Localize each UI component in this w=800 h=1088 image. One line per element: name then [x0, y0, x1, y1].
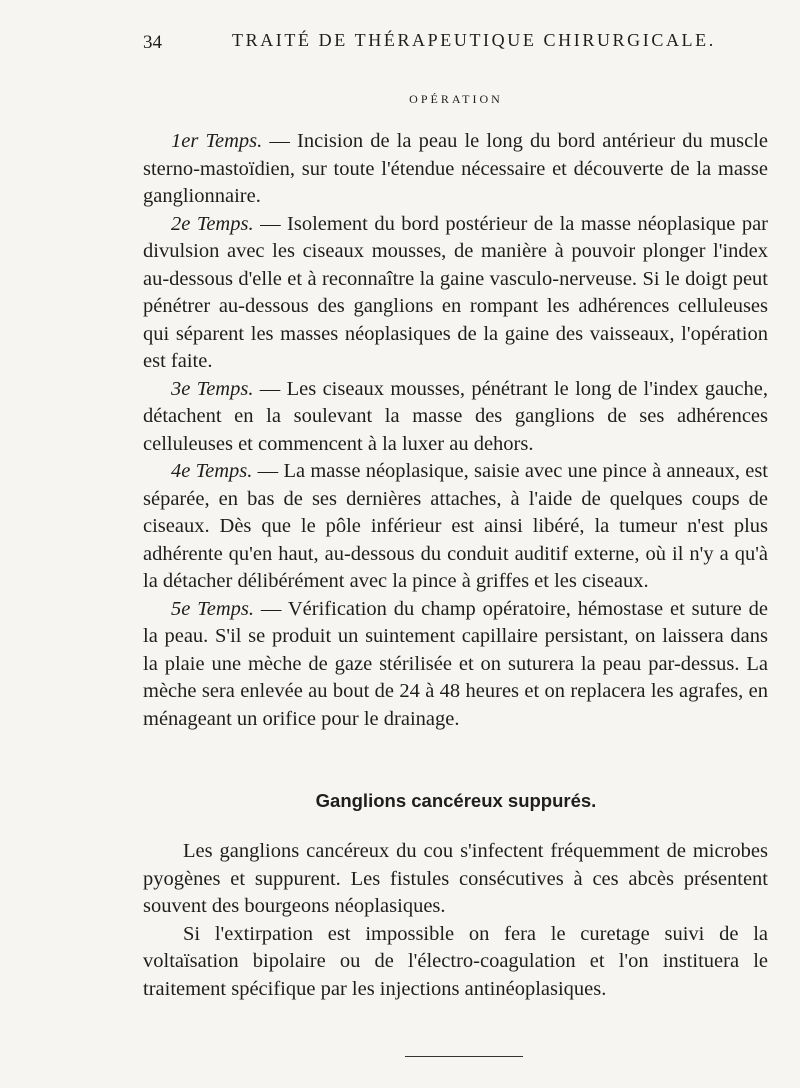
- step-paragraph: [143, 596, 768, 734]
- footer-rule: [405, 1056, 523, 1057]
- operation-steps: [143, 128, 768, 733]
- step-paragraph: [143, 128, 768, 211]
- page-header: [0, 20, 800, 60]
- step-label: 1er Temps.: [171, 130, 263, 152]
- step-label: 5e Temps.: [171, 597, 254, 620]
- step-label: 4e Temps.: [171, 460, 253, 482]
- step-label: 2e Temps.: [171, 212, 254, 235]
- subheading: Ganglions cancéreux suppurés.: [315, 790, 597, 811]
- step-paragraph: [143, 458, 768, 596]
- body-paragraph: Les ganglions cancéreux du cou s'infectent fréquemment de microbes pyogènes et suppurent. Les fistules consécutives à ces abcès présentent souvent des bourgeons néoplasiques.: [143, 840, 768, 917]
- step-text: — Isolement du bord postérieur de la masse néoplasique par divulsion avec les ciseaux mousses, de manière à pouvoir plonger l'index au-dessous d'elle et à reconnaître la gaine vasculo-nerveuse. Si le doigt peut pénétrer au-dessous des ganglions en rompant les adhérences celluleuses qui séparent les masses néoplasiques de la gaine des vaisseaux, l'opération est faite.: [143, 212, 768, 372]
- step-text: — Vérification du champ opératoire, hémostase et suture de la peau. S'il se produit un suintement capillaire persistant, on laissera dans la plaie une mèche de gaze stérilisée et on suturera la peau par-dessus. La mèche sera enlevée au bout de 24 à 48 heures et on replacera les agrafes, en ménageant un orifice pour le drainage.: [143, 597, 768, 730]
- suppurated-section: [143, 838, 768, 1003]
- step-paragraph: [143, 376, 768, 459]
- page-number: 34: [143, 32, 162, 53]
- step-text: — Les ciseaux mousses, pénétrant le long de l'index gauche, détachent en la soulevant la masse des ganglions de ses adhérences celluleuses et commencent à la luxer au dehors.: [143, 377, 768, 455]
- step-text: — La masse néoplasique, saisie avec une pince à anneaux, est séparée, en bas de ses dernières attaches, à l'aide de quelques coups de ciseaux. Dès que le pôle inférieur est ainsi libéré, la tumeur n'est plus adhérente qu'en haut, au-dessous du conduit auditif externe, où il n'y a qu'à la détacher délibérément avec la pince à griffes et les ciseaux.: [143, 460, 769, 592]
- section-title: OPÉRATION: [409, 92, 503, 106]
- step-paragraph: [143, 211, 768, 376]
- step-label: 3e Temps.: [171, 377, 254, 400]
- step-text: — Incision de la peau le long du bord antérieur du muscle sterno-mastoïdien, sur toute l'étendue nécessaire et découverte de la masse ganglionnaire.: [143, 130, 768, 207]
- running-title: TRAITÉ DE THÉRAPEUTIQUE CHIRURGICALE.: [232, 30, 716, 50]
- body-paragraph: Si l'extirpation est impossible on fera le curetage suivi de la voltaïsation bipolaire ou de l'électro-coagulation et l'on instituera le traitement spécifique par les injections antinéoplasiques.: [143, 922, 768, 1000]
